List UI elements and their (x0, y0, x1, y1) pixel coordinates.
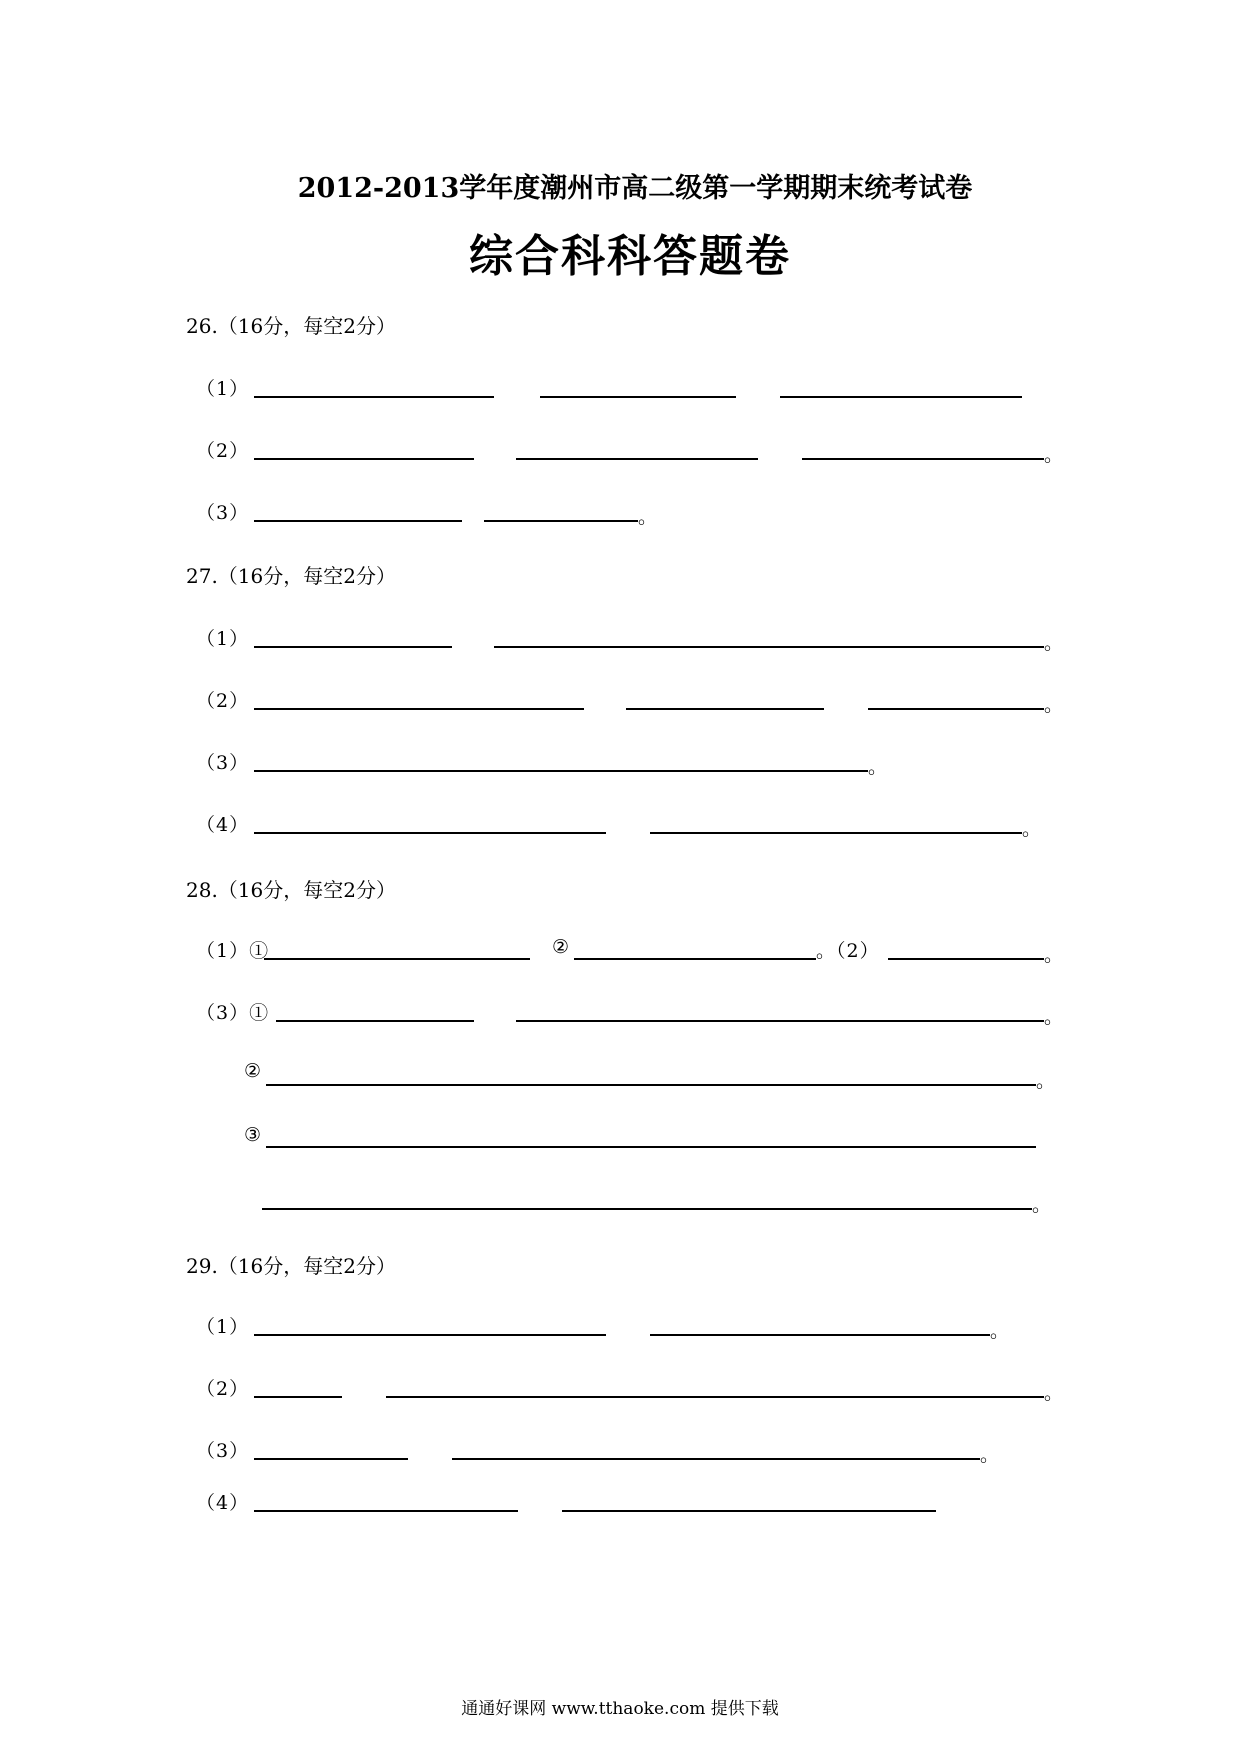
q27-part-4-label: （4） (196, 814, 250, 836)
answer-blank[interactable] (540, 396, 736, 398)
q28-part-1-sub-2-label: ② (552, 936, 571, 958)
answer-blank[interactable] (254, 646, 452, 648)
period-mark: 。 (1044, 944, 1064, 966)
q28-part-3-sub-3-label: ③ (244, 1124, 263, 1146)
period-mark: 。 (1044, 1382, 1064, 1404)
answer-blank[interactable] (516, 1020, 1044, 1022)
answer-blank[interactable] (562, 1510, 936, 1512)
question-29-heading: 29.（16分，每空2分） (186, 1254, 396, 1278)
answer-blank[interactable] (484, 520, 638, 522)
answer-blank[interactable] (574, 958, 816, 960)
period-mark: 。 (1036, 1070, 1056, 1092)
q28-part-1-label: （1）① (196, 940, 270, 962)
answer-blank[interactable] (802, 458, 1044, 460)
answer-blank[interactable] (254, 708, 584, 710)
q26-part-3-label: （3） (196, 502, 250, 524)
answer-blank[interactable] (386, 1396, 1044, 1398)
answer-blank[interactable] (780, 396, 1022, 398)
question-28-heading: 28.（16分，每空2分） (186, 878, 396, 902)
answer-blank[interactable] (276, 1020, 474, 1022)
answer-blank[interactable] (650, 1334, 990, 1336)
answer-blank[interactable] (254, 1510, 518, 1512)
answer-blank[interactable] (254, 1334, 606, 1336)
q29-part-4-label: （4） (196, 1492, 250, 1514)
answer-blank[interactable] (494, 646, 1044, 648)
q26-part-1-label: （1） (196, 378, 250, 400)
q28-part-3-label: （3）① (196, 1002, 270, 1024)
answer-blank[interactable] (254, 832, 606, 834)
period-mark: 。 (1032, 1194, 1052, 1216)
period-mark: 。 (1044, 632, 1064, 654)
answer-blank[interactable] (888, 958, 1044, 960)
answer-blank[interactable] (266, 1084, 1036, 1086)
q29-part-2-label: （2） (196, 1378, 250, 1400)
answer-blank[interactable] (650, 832, 1022, 834)
answer-blank[interactable] (254, 1396, 342, 1398)
answer-blank[interactable] (868, 708, 1044, 710)
page-main-title: 综合科科答题卷 (469, 231, 791, 282)
answer-blank[interactable] (452, 1458, 980, 1460)
question-27-heading: 27.（16分，每空2分） (186, 564, 396, 588)
q27-part-2-label: （2） (196, 690, 250, 712)
q27-part-3-label: （3） (196, 752, 250, 774)
answer-blank[interactable] (626, 708, 824, 710)
q27-part-1-label: （1） (196, 628, 250, 650)
period-mark: 。 (990, 1320, 1010, 1342)
q29-part-1-label: （1） (196, 1316, 250, 1338)
q28-part-3-sub-2-label: ② (244, 1060, 263, 1082)
period-mark: 。 (1044, 1006, 1064, 1028)
q28-part-2-label: 。（2） (816, 940, 880, 962)
period-mark: 。 (980, 1444, 1000, 1466)
answer-blank[interactable] (254, 458, 474, 460)
period-mark: 。 (638, 506, 658, 528)
period-mark: 。 (868, 756, 888, 778)
answer-blank[interactable] (262, 1208, 1032, 1210)
question-26-heading: 26.（16分，每空2分） (186, 314, 396, 338)
answer-blank[interactable] (254, 770, 868, 772)
footer-text: 通通好课网 www.tthaoke.com 提供下载 (461, 1699, 779, 1719)
period-mark: 。 (1022, 818, 1042, 840)
q29-part-3-label: （3） (196, 1440, 250, 1462)
answer-blank[interactable] (264, 958, 530, 960)
q26-part-2-label: （2） (196, 440, 250, 462)
answer-blank[interactable] (254, 1458, 408, 1460)
page-header-title: 2012-2013学年度潮州市高二级第一学期期末统考试卷 (297, 173, 973, 204)
period-mark: 。 (1044, 694, 1064, 716)
answer-blank[interactable] (266, 1146, 1036, 1148)
answer-blank[interactable] (254, 396, 494, 398)
period-mark: 。 (1044, 444, 1064, 466)
answer-blank[interactable] (254, 520, 462, 522)
answer-blank[interactable] (516, 458, 758, 460)
